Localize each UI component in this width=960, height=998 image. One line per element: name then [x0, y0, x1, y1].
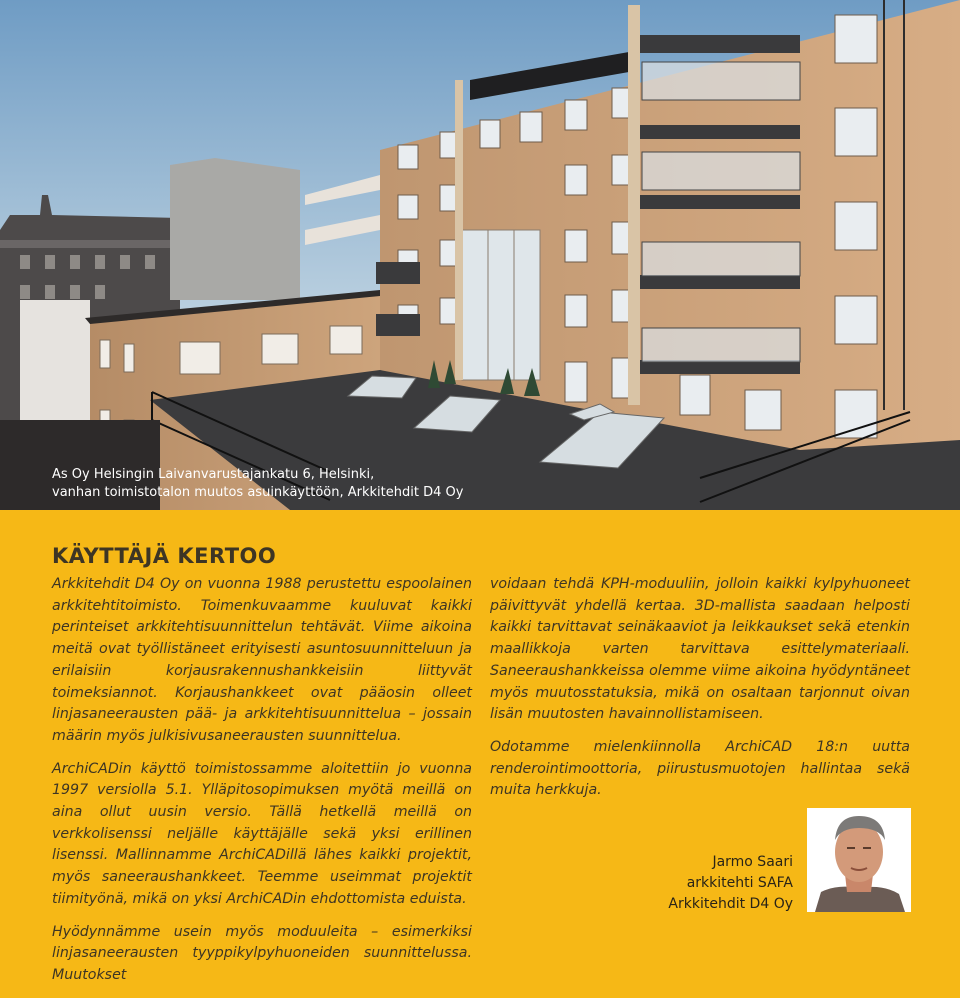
paragraph: Arkkitehdit D4 Oy on vuonna 1988 perustettu espoolainen arkkitehtitoimisto. Toimenkuvaamme kuuluvat kaikki perinteiset arkkitehtisuunnittelun tehtävät. Viime aikoina meitä ovat työllistäneet erityisesti asuntosuunnitteluun ja erilaisiin korjausrakennushankkeisiin liittyvät toimeksiannot. Korjaushankkeet ovat pääosin olleet linjasaneerausten pää- ja arkkitehtisuunnittelua – jossain määrin myös julkisivusaneerausten suunnittelua.	[52, 576, 472, 744]
article-column-left	[52, 574, 472, 998]
caption-line-1: As Oy Helsingin Laivanvarustajankatu 6, Helsinki,	[52, 467, 375, 482]
image-caption	[52, 466, 463, 502]
signature-company: Arkkitehdit D4 Oy	[668, 896, 793, 912]
paragraph: Odotamme mielenkiinnolla ArchiCAD 18:n uutta renderointimoottoria, piirustusmuotojen hallintaa sekä muita herkkuja.	[490, 738, 910, 799]
signature-title: arkkitehti SAFA	[686, 875, 793, 891]
signature	[668, 852, 793, 915]
paragraph: Hyödynnämme usein myös moduuleita – esimerkiksi linjasaneerausten tyyppikylpyhuoneiden suunnittelussa. Muutokset	[52, 923, 472, 983]
article-heading: KÄYTTÄJÄ KERTOO	[52, 544, 277, 568]
signature-name: Jarmo Saari	[712, 854, 793, 870]
paragraph: ArchiCADin käyttö toimistossamme aloitettiin jo vuonna 1997 versiolla 5.1. Ylläpitosopimuksen myötä meillä on aina ollut uusin versio. Tällä hetkellä meillä on verkkolisenssi neljälle käyttäjälle sekä yksi erillinen lisenssi. Mallinnamme ArchiCADillä lähes kaikki projektit, myös saneeraushankkeet. Teemme useimmat projektit tiimityönä, mikä on yksi ArchiCADin ehdottomista eduista.	[52, 760, 472, 907]
paragraph: voidaan tehdä KPH-moduuliin, jolloin kaikki kylpyhuoneet päivittyvät yhdellä kertaa. 3D-mallista saadaan helposti kaikki tarvittavat seinäkaaviot ja leikkaukset sekä etenkin maallikkoja varten tarvittava esittelymateriaali. Saneeraushankkeissa olemme viime aikoina hyödyntäneet myös muutosstatuksia, mikä on osaltaan tarjonnut oivan lisän muutosten havainnollistamiseen.	[490, 576, 910, 723]
article-column-right	[490, 574, 910, 813]
portrait-photo	[807, 808, 911, 912]
caption-line-2: vanhan toimistotalon muutos asuinkäyttöön, Arkkitehdit D4 Oy	[52, 485, 464, 500]
